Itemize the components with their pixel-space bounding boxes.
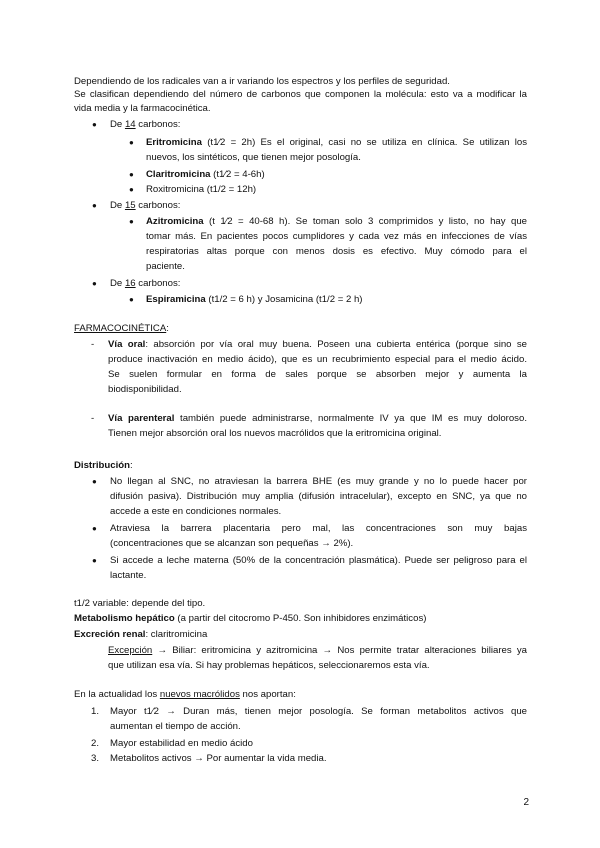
distribution-item-cont: difusión pasiva). Distribución muy amplia (difusión intracelular), excepto en SNC, ya que no — [110, 491, 527, 502]
group-heading: De 16 carbonos: — [110, 278, 181, 289]
drug-item-cont: respiratorias altas porque con menos dosis es efectivo. Muy cómodo para el — [146, 246, 527, 257]
group-heading: De 15 carbonos: — [110, 200, 181, 211]
pk-item-cont: biodisponibilidad. — [108, 384, 182, 395]
distribution-item-cont: accede a este en condiciones normales. — [110, 506, 282, 517]
excretion-line: Excreción renal: claritromicina — [74, 629, 208, 640]
numbered-item-cont: aumentan el tiempo de acción. — [110, 721, 241, 732]
bullet-icon: ● — [129, 295, 134, 304]
section-heading: FARMACOCINÉTICA: — [74, 323, 169, 334]
numbered-item: Mayor estabilidad en medio ácido — [110, 738, 253, 749]
numbered-item: Metabolitos activos → Por aumentar la vida media. — [110, 753, 327, 764]
pk-item: Vía oral: absorción por vía oral muy buena. Poseen una cubierta entérica (porque sino se — [108, 339, 527, 350]
drug-item: Azitromicina (t 1⁄2 = 40-68 h). Se toman solo 3 comprimidos y listo, no hay que — [146, 216, 527, 227]
bullet-icon: ● — [129, 170, 134, 179]
bullet-icon: ● — [92, 477, 97, 486]
pk-item-cont: Se suelen formular en forma de sales porque se absorben mejor y aumenta la — [108, 369, 527, 380]
distribution-item: Si accede a leche materna (50% de la concentración plasmática). Puede ser peligroso para el — [110, 555, 527, 566]
section-heading: Distribución: — [74, 460, 133, 471]
bullet-icon: ● — [129, 185, 134, 194]
metabolism-line: Metabolismo hepático (a partir del citocromo P-450. Son inhibidores enzimáticos) — [74, 613, 427, 624]
drug-item-cont: nuevos, los sintéticos, que tienen mejor posología. — [146, 152, 361, 163]
new-macrolides-intro: En la actualidad los nuevos macrólidos nos aportan: — [74, 689, 296, 700]
drug-item: Roxitromicina (t1/2 = 12h) — [146, 184, 257, 195]
intro-line: Se clasifican dependiendo del número de carbonos que componen la molécula: esto va a modificar la — [74, 89, 527, 100]
list-number: 1. — [91, 706, 100, 717]
drug-item: Espiramicina (t1/2 = 6 h) y Josamicina (t1/2 = 2 h) — [146, 294, 363, 305]
dash-marker: - — [91, 413, 95, 424]
drug-item: Eritromicina (t1⁄2 = 2h) Es el original, casi no se utiliza en clínica. Se utilizan los — [146, 137, 527, 148]
intro-line: Dependiendo de los radicales van a ir variando los espectros y los perfiles de seguridad. — [74, 76, 450, 87]
bullet-icon: ● — [129, 138, 134, 147]
pk-item-cont: Tienen mejor absorción oral los nuevos macrólidos que la eritromicina original. — [108, 428, 442, 439]
drug-item: Claritromicina (t1⁄2 = 4-6h) — [146, 169, 265, 180]
intro-line: vida media y la farmacocinética. — [74, 103, 211, 114]
bullet-icon: ● — [92, 201, 97, 210]
distribution-item: No llegan al SNC, no atraviesan la barrera BHE (es muy grande y no lo puede hacer por — [110, 476, 527, 487]
numbered-item: Mayor t1⁄2 → Duran más, tienen mejor posología. Se forman metabolitos activos que — [110, 706, 527, 717]
t12-line: t1/2 variable: depende del tipo. — [74, 598, 206, 609]
pk-item-cont: produce inactivación en medio ácido), que es un recubrimiento especial para el medio ácido. — [108, 354, 527, 365]
bullet-icon: ● — [92, 279, 97, 288]
bullet-icon: ● — [92, 120, 97, 129]
distribution-item-cont: (concentraciones que se alcanzan son pequeñas → 2%). — [110, 538, 354, 549]
dash-marker: - — [91, 339, 95, 350]
list-number: 3. — [91, 753, 100, 764]
page-number: 2 — [523, 797, 529, 808]
exception-line: Excepción → Biliar: eritromicina y azitromicina → Nos permite tratar alteraciones biliares ya — [108, 645, 527, 656]
pk-item: Vía parenteral también puede administrarse, normalmente IV ya que IM es muy doloroso. — [108, 413, 527, 424]
exception-line-cont: que utilizan esa vía. Si hay problemas hepáticos, seleccionaremos esta vía. — [108, 660, 430, 671]
list-number: 2. — [91, 738, 100, 749]
group-heading: De 14 carbonos: — [110, 119, 181, 130]
bullet-icon: ● — [129, 217, 134, 226]
drug-item-cont: tomar más. En pacientes pocos cumplidores y cada vez más en infecciones de vías — [146, 231, 527, 242]
bullet-icon: ● — [92, 524, 97, 533]
bullet-icon: ● — [92, 556, 97, 565]
drug-item-cont: paciente. — [146, 261, 185, 272]
distribution-item: Atraviesa la barrera placentaria pero mal, las concentraciones son muy bajas — [110, 523, 527, 534]
distribution-item-cont: lactante. — [110, 570, 147, 581]
